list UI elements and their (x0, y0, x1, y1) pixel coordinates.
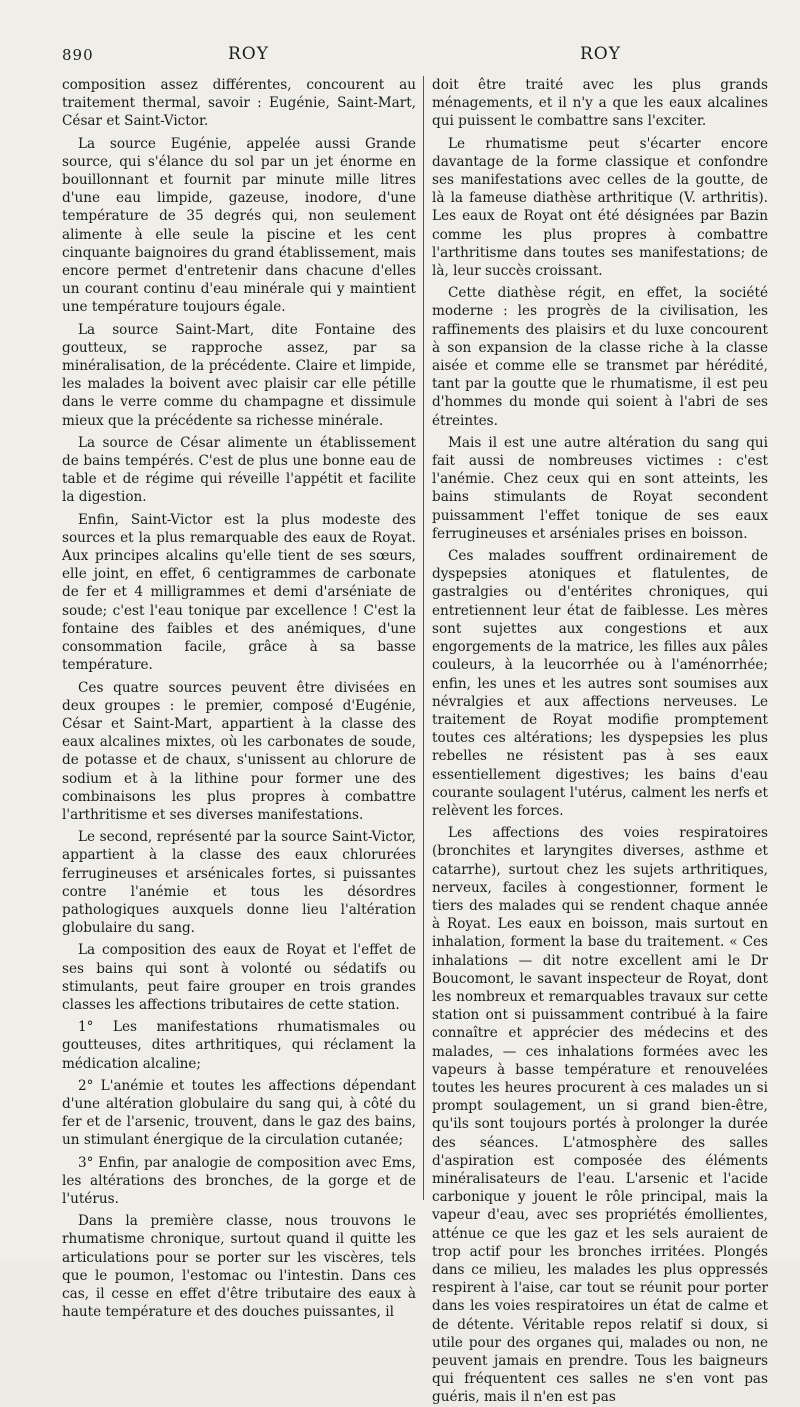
paragraph: La composition des eaux de Royat et l'effet de ses bains qui sont à volonté ou sédatifs ou stimulants, peut faire grouper en trois grandes classes les affections tributaires de cette station. (62, 942, 416, 1013)
paragraph: Ces malades souffrent ordinairement de dyspepsies atoniques et flatulentes, de gastralgies ou d'entérites chroniques, qui entretiennent leur état de faiblesse. Les mères sont sujettes aux congestions et aux engorgements de la matrice, les filles aux pâles couleurs, à la leucorrhée ou à l'aménorrhée; enfin, les unes et les autres sont soumises aux névralgies et aux affections nerveuses. Le traitement de Royat modifie promptement toutes ces altérations; les dyspepsies les plus rebelles ne résistent pas à ses eaux essentiellement digestives; les bains d'eau courante soulagent l'utérus, calment les nerfs et relèvent les forces. (432, 548, 768, 819)
right-column (432, 76, 768, 1406)
column-divider (423, 76, 424, 1200)
running-head-left: ROY (228, 44, 269, 64)
paragraph: 3° Enfin, par analogie de composition avec Ems, les altérations des bronches, de la gorge et de l'utérus. (62, 1154, 416, 1207)
paragraph: La source Saint-Mart, dite Fontaine des goutteux, se rapproche assez, par sa minéralisation, de la précédente. Claire et limpide, les malades la boivent avec plaisir car elle pétille dans le verre comme du champagne et dissimule mieux que la précédente sa richesse minérale. (62, 321, 416, 429)
paragraph: Le rhumatisme peut s'écarter encore davantage de la forme classique et confondre ses manifestations avec celles de la goutte, de là la fameuse diathèse arthritique (V. arthritis). Les eaux de Royat ont été désignées par Bazin comme les plus propres à combattre l'arthritisme dans toutes ses manifestations; de là, leur succès croissant. (432, 135, 768, 280)
page-number: 890 (62, 46, 94, 64)
paragraph: Mais il est une autre altération du sang qui fait aussi de nombreuses victimes : c'est l'anémie. Chez ceux qui en sont atteints, les bains stimulants de Royat secondent puissamment l'effet tonique de ses eaux ferrugineuses et arséniales prises en boisson. (432, 434, 768, 542)
paragraph: Ces quatre sources peuvent être divisées en deux groupes : le premier, composé d'Eugénie, César et Saint-Mart, appartient à la classe des eaux alcalines mixtes, où les carbonates de soude, de potasse et de chaux, s'unissent au chlorure de sodium et à la lithine pour former une des combinaisons les plus propres à combattre l'arthritisme et ses diverses manifestations. (62, 679, 416, 823)
paragraph: composition assez différentes, concourent au traitement thermal, savoir : Eugénie, Saint-Mart, César et Saint-Victor. (62, 77, 416, 130)
left-column (62, 76, 416, 1321)
running-head-right: ROY (580, 44, 621, 64)
paragraph: Cette diathèse régit, en effet, la société moderne : les progrès de la civilisation, les raffinements des plaisirs et du luxe concourent à son expansion de la classe riche à la classe aisée et comme elle se transmet par hérédité, tant par la goutte que le rhumatisme, il est peu d'hommes du monde qui soient à l'abri de ses étreintes. (432, 285, 768, 429)
paragraph: 2° L'anémie et toutes les affections dépendant d'une altération globulaire du sang qui, à côté du fer et de l'arsenic, trouvent, dans le gaz des bains, un stimulant énergique de la circulation cutanée; (62, 1077, 416, 1149)
paragraph: Le second, représenté par la source Saint-Victor, appartient à la classe des eaux chlorurées ferrugineuses et arsénicales fortes, si puissantes contre l'anémie et tous les désordres pathologiques auxquels donne lieu l'altération globulaire du sang. (62, 829, 416, 937)
paragraph: Enfin, Saint-Victor est la plus modeste des sources et la plus remarquable des eaux de Royat. Aux principes alcalins qu'elle tient de ses sœurs, elle joint, en effet, 6 centigrammes de carbonate de fer et 4 milligrammes et demi d'arséniate de soude; c'est l'eau tonique par excellence ! C'est la fontaine des faibles et des anémiques, d'une consommation facile, grâce à sa basse température. (62, 511, 416, 674)
paragraph: Les affections des voies respiratoires (bronchites et laryngites diverses, asthme et catarrhe), surtout chez les sujets arthritiques, nerveux, faciles à congestionner, forment le tiers des malades qui se rendent chaque année à Royat. Les eaux en boisson, mais surtout en inhalation, forment la base du traitement. « Ces inhalations — dit notre excellent ami le Dr Boucomont, le savant inspecteur de Royat, dont les nombreux et remarquables travaux sur cette station ont si puissamment contribué à la faire connaître et apprécier des médecins et des malades, — ces inhalations formées avec les vapeurs à basse température et renouvelées toutes les heures procurent à ces malades un si prompt soulagement, un si grand bien-être, qu'ils sont toujours portés à prolonger la durée des séances. L'atmosphère des salles d'aspiration est composée des éléments minéralisateurs de l'eau. L'arsenic et l'acide carbonique y jouent le rôle principal, mais la vapeur d'eau, avec ses propriétés émollientes, atténue ce que les gaz et les sels auraient de trop actif pour les bronches irritées. Plongés dans ce milieu, les malades les plus oppressés respirent à l'aise, car tout se réunit pour porter dans les voies respiratoires un état de calme et de détente. Véritable repos relatif si doux, si utile pour des organes qui, malades ou non, ne peuvent jamais en prendre. Tous les baigneurs qui fréquentent ces salles ne s'en vont pas guéris, mais il n'en est pas (432, 825, 768, 1406)
paragraph: La source de César alimente un établissement de bains tempérés. C'est de plus une bonne eau de table et de régime qui réveille l'appétit et facilite la digestion. (62, 434, 416, 506)
paragraph: La source Eugénie, appelée aussi Grande source, qui s'élance du sol par un jet énorme en bouillonnant et fournit par minute mille litres d'une eau limpide, gazeuse, inodore, d'une température de 35 degrés qui, non seulement alimente à elle seule la piscine et les cent cinquante baignoires du grand établissement, mais encore permet d'entretenir dans chacune d'elles un courant continu d'eau minérale qui y maintient une température toujours égale. (62, 135, 416, 316)
paragraph: Dans la première classe, nous trouvons le rhumatisme chronique, surtout quand il quitte les articulations pour se porter sur les viscères, tels que le poumon, l'estomac ou l'intestin. Dans ces cas, il cesse en effet d'être tributaire des eaux à haute température et des douches puissantes, il (62, 1213, 416, 1321)
paragraph: 1° Les manifestations rhumatismales ou goutteuses, dites arthritiques, qui réclament la médication alcaline; (62, 1019, 416, 1072)
paragraph: doit être traité avec les plus grands ménagements, et il n'y a que les eaux alcalines qui puissent le combattre sans l'exciter. (432, 77, 768, 130)
